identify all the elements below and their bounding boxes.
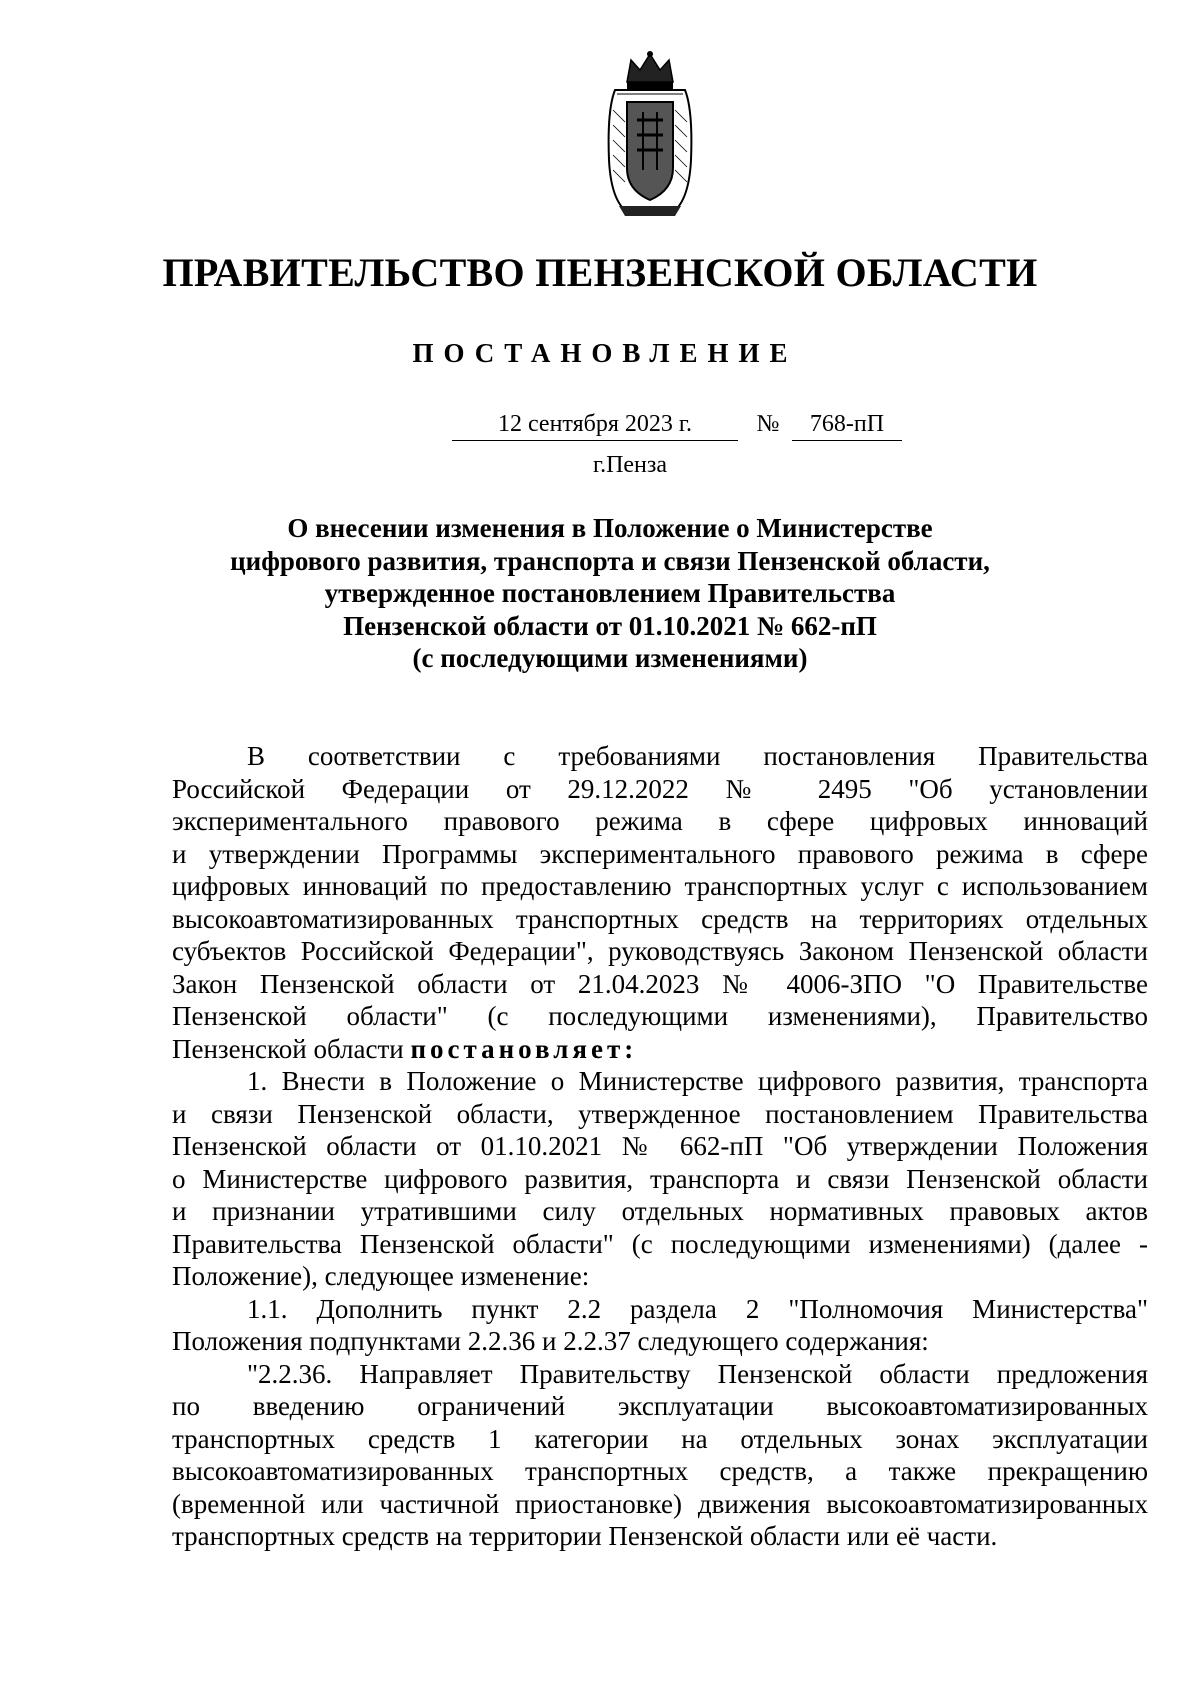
subject-line: цифрового развития, транспорта и связи Пензенской области,: [230, 545, 990, 576]
body-line: о Министерстве цифрового развития, транспорта и связи Пензенской области: [172, 1163, 1148, 1194]
coat-of-arms-icon: [605, 50, 695, 218]
subject-line: утвержденное постановлением Правительства: [324, 578, 896, 608]
subject-line: Пензенской области от 01.10.2021 № 662-пП: [343, 610, 877, 641]
document-subject: [220, 512, 1000, 675]
body-line: Пензенской области" (с последующими изменениями), Правительство: [172, 1001, 1148, 1031]
body-line: 1. Внести в Положение о Министерстве цифрового развития, транспорта: [247, 1066, 1148, 1096]
body-line: транспортных средств 1 категории на отдельных зонах эксплуатации: [172, 1423, 1148, 1454]
resolves-word: постановляет:: [410, 1033, 638, 1064]
body-line: Российской Федерации от 29.12.2022 № 2495 "Об установлении: [172, 773, 1148, 804]
body-line-resolves: [172, 1033, 1148, 1066]
body-line: субъектов Российской Федерации", руководствуясь Законом Пензенской области: [172, 936, 1148, 966]
body-line: высокоавтоматизированных транспортных средств на территориях отдельных: [172, 903, 1148, 934]
body-line: Закон Пензенской области от 21.04.2023 № 4006-ЗПО "О Правительстве: [172, 968, 1148, 999]
body-line: экспериментального правового режима в сфере цифровых инноваций: [172, 806, 1148, 836]
subject-line: О внесении изменения в Положение о Министерстве: [287, 513, 933, 543]
body-line: и утверждении Программы экспериментального правового режима в сфере: [172, 838, 1148, 869]
subject-line: (с последующими изменениями): [412, 643, 808, 673]
date-number-line: [452, 410, 902, 440]
body-line: Пензенской области от 01.10.2021 № 662-пП "Об утверждении Положения: [172, 1131, 1148, 1161]
body-line: высокоавтоматизированных транспортных средств, а также прекращению: [172, 1456, 1148, 1486]
body-line: "2.2.36. Направляет Правительству Пензенской области предложения: [247, 1358, 1148, 1389]
document-type: ПОСТАНОВЛЕНИЕ: [412, 338, 798, 368]
body-line: Положение), следующее изменение:: [172, 1261, 590, 1291]
body-line: В соответствии с требованиями постановления Правительства: [247, 741, 1148, 771]
body-line: и признании утратившими силу отдельных нормативных правовых актов: [172, 1196, 1148, 1226]
body-line: по введению ограничений эксплуатации высокоавтоматизированных: [172, 1391, 1148, 1421]
document-body: [172, 740, 1148, 1553]
document-city: г.Пенза: [592, 452, 668, 478]
body-line: Правительства Пензенской области" (с последующими изменениями) (далее -: [172, 1228, 1148, 1259]
body-line: цифровых инноваций по предоставлению транспортных услуг с использованием: [172, 871, 1148, 901]
document-number: 768-пП: [792, 410, 902, 441]
body-line: (временной или частичной приостановке) движения высокоавтоматизированных: [172, 1488, 1148, 1519]
body-line: 1.1. Дополнить пункт 2.2 раздела 2 "Полномочия Министерства": [247, 1293, 1148, 1324]
number-sign: №: [756, 411, 780, 437]
body-line-text: Пензенской области: [172, 1033, 404, 1064]
government-title: ПРАВИТЕЛЬСТВО ПЕНЗЕНСКОЙ ОБЛАСТИ: [162, 250, 1038, 295]
document-date: 12 сентября 2023 г.: [452, 410, 738, 441]
body-line: транспортных средств на территории Пензенской области или её части.: [172, 1521, 998, 1551]
body-line: и связи Пензенской области, утвержденное постановлением Правительства: [172, 1098, 1148, 1129]
body-line: Положения подпунктами 2.2.36 и 2.2.37 следующего содержания:: [172, 1326, 929, 1356]
